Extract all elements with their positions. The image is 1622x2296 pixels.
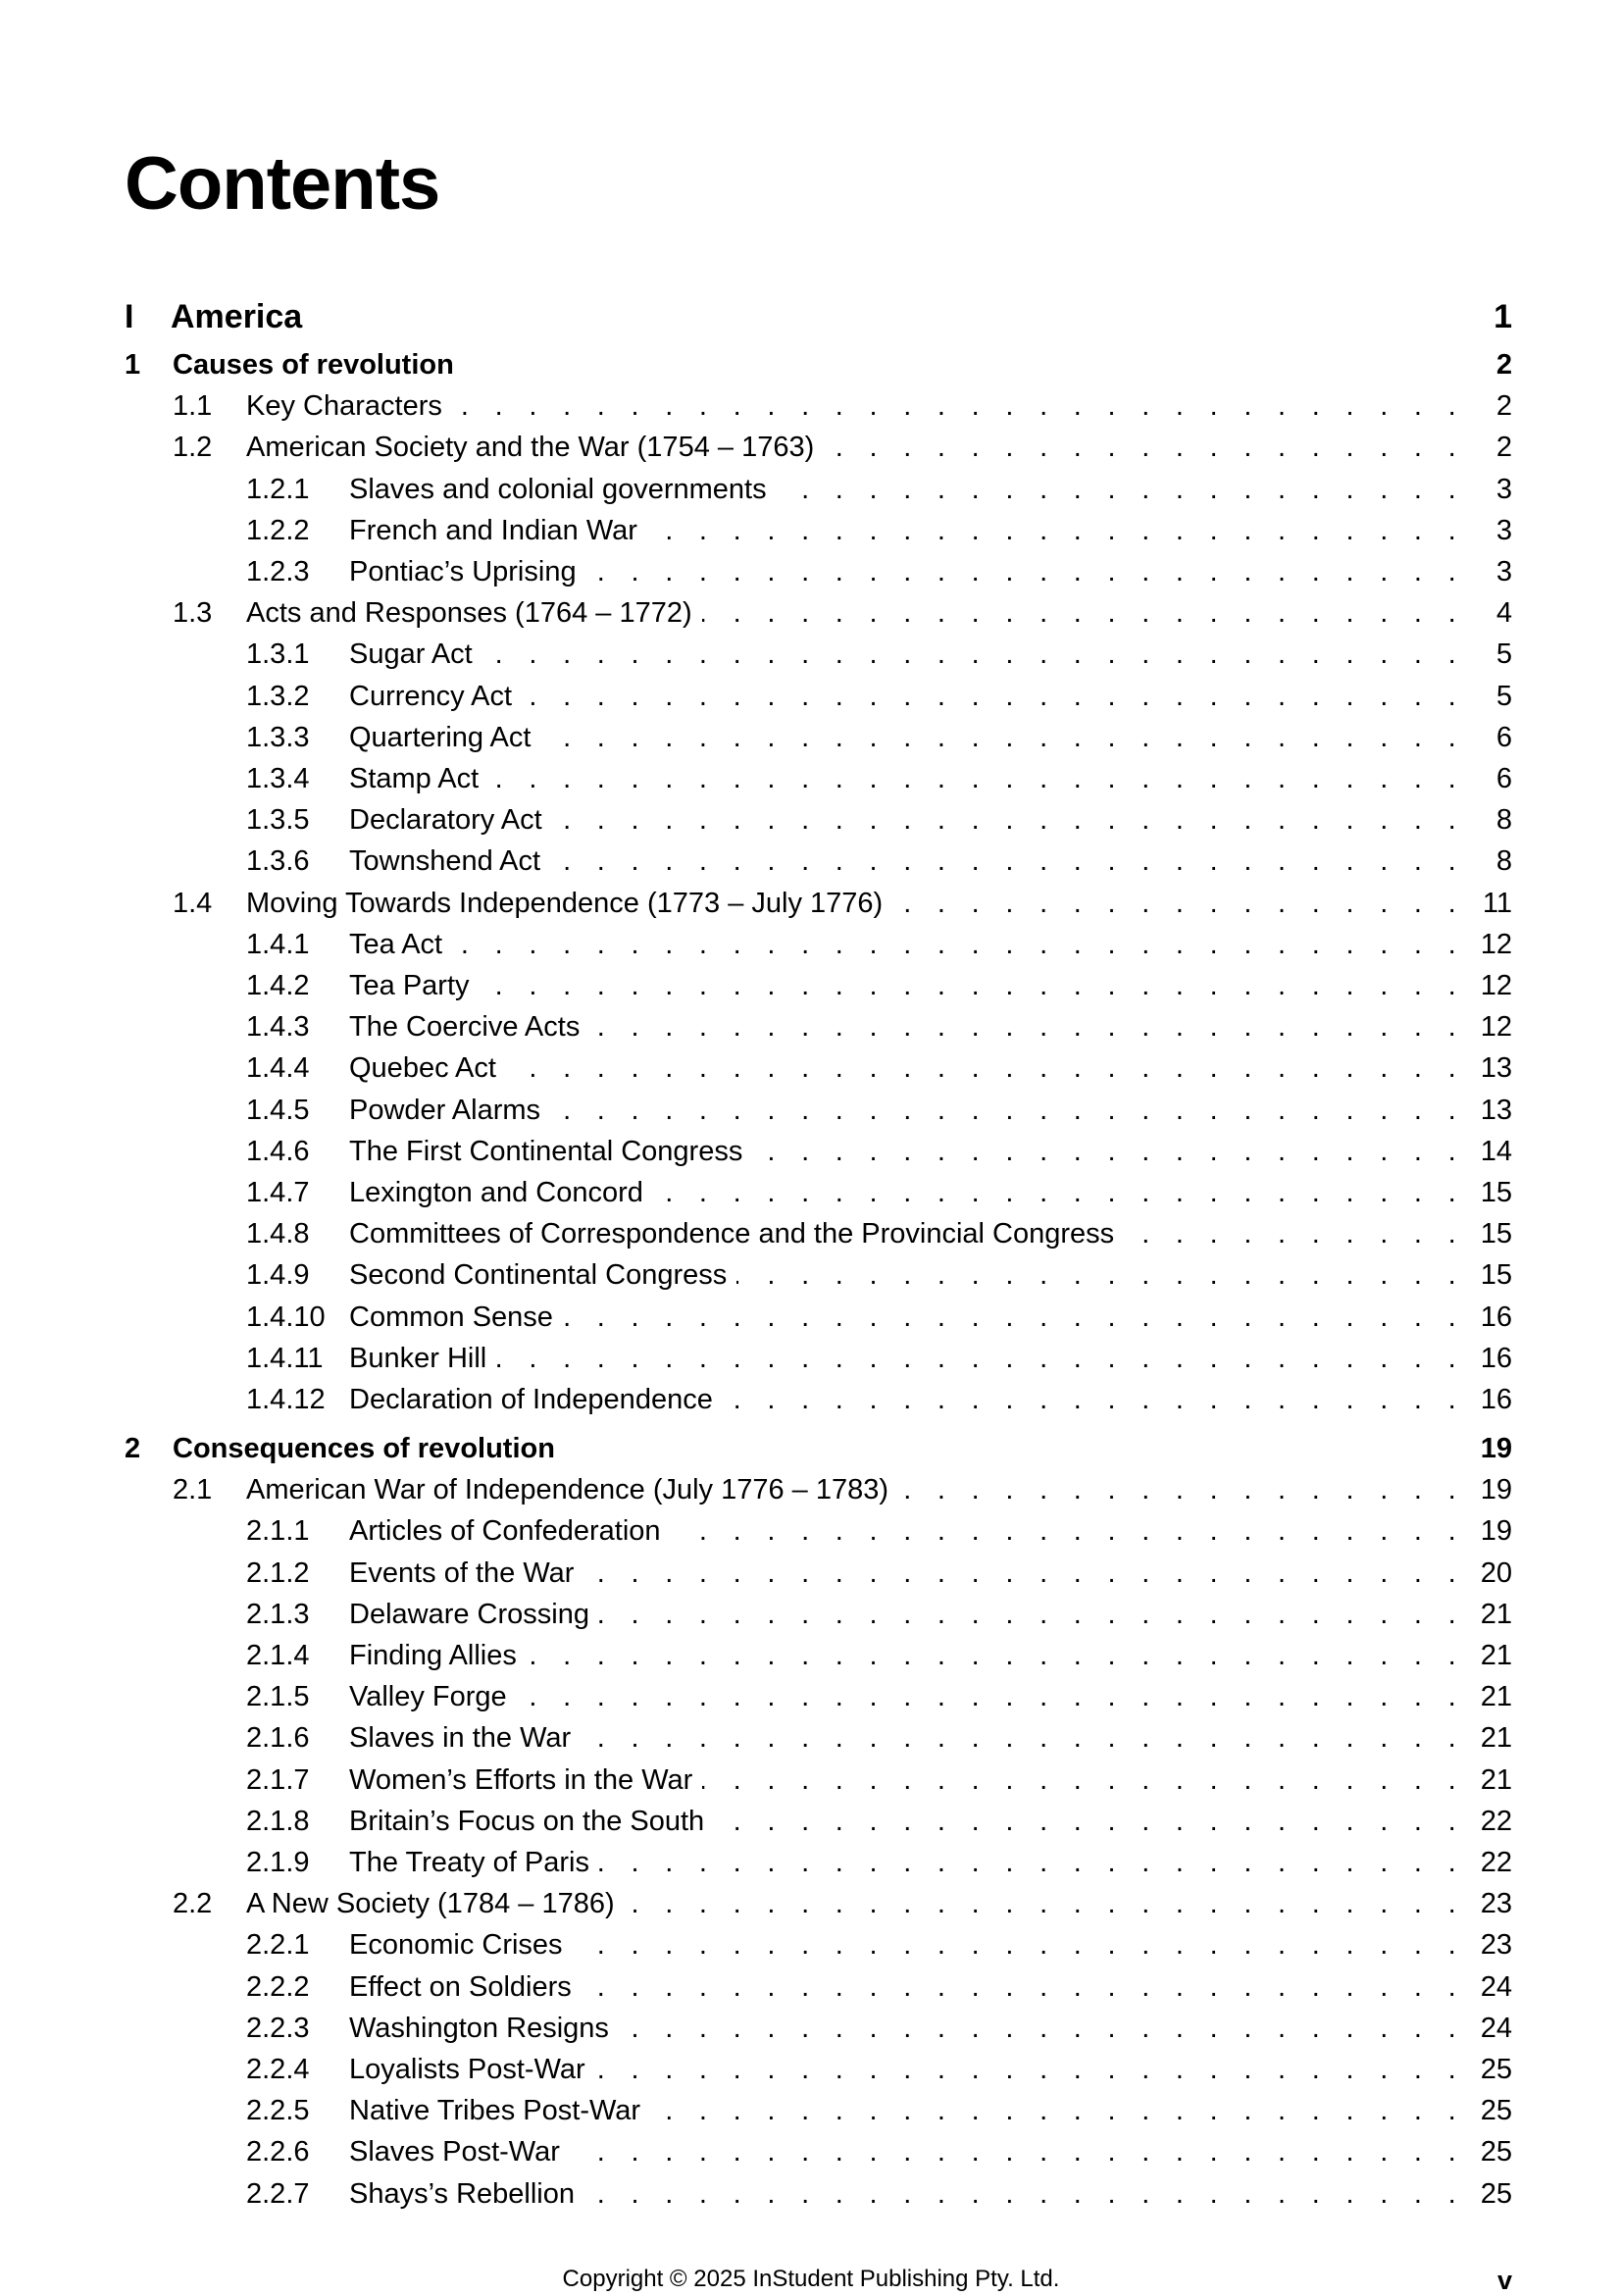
dot-leader <box>723 1384 1465 1416</box>
toc-entry-number: 1.2.3 <box>246 556 310 587</box>
toc-entry[interactable] <box>0 474 1622 513</box>
dot-leader <box>527 1640 1465 1672</box>
dot-leader <box>619 2013 1465 2045</box>
toc-entry-number: 1.4.12 <box>246 1384 326 1415</box>
toc-entry-title: Tea Act <box>349 929 443 960</box>
dot-leader <box>550 1095 1465 1127</box>
toc-entry-page: 11 <box>1482 888 1512 919</box>
toc-entry-number: 1.4.7 <box>246 1177 310 1208</box>
dot-leader <box>583 1557 1465 1590</box>
toc-entry-page: 2 <box>1495 349 1512 381</box>
dot-leader <box>625 1888 1465 1920</box>
toc-entry-number: 1.3.1 <box>246 638 310 670</box>
toc-entry-number: 1.4.2 <box>246 970 310 1001</box>
toc-entry[interactable] <box>0 1433 1622 1472</box>
toc-entry-number: 1.4.1 <box>246 929 310 960</box>
toc-entry-page: 14 <box>1480 1136 1512 1167</box>
toc-entry-title: Key Characters <box>246 390 442 422</box>
toc-entry-title: Effect on Soldiers <box>349 1971 572 2003</box>
dot-leader <box>496 1343 1465 1375</box>
toc-entry-page: 25 <box>1480 2178 1512 2210</box>
toc-entry-page: 16 <box>1480 1343 1512 1374</box>
toc-entry-page: 12 <box>1480 1011 1512 1043</box>
toc-entry-page: 12 <box>1480 929 1512 960</box>
toc-entry[interactable] <box>0 390 1622 430</box>
toc-entry-page: 13 <box>1480 1095 1512 1126</box>
dot-leader <box>671 1515 1465 1548</box>
toc-entry-title: Stamp Act <box>349 763 480 794</box>
toc-entry[interactable] <box>0 1136 1622 1175</box>
toc-entry-number: 1.4 <box>173 888 213 919</box>
dot-leader <box>488 763 1465 795</box>
dot-leader <box>482 638 1465 671</box>
toc-entry-title: Economic Crises <box>349 1929 563 1961</box>
dot-leader <box>777 474 1465 506</box>
toc-entry-title: A New Society (1784 – 1786) <box>246 1888 615 1919</box>
dot-leader <box>599 1599 1465 1631</box>
toc-entry[interactable] <box>0 2013 1622 2052</box>
toc-entry[interactable] <box>0 970 1622 1009</box>
toc-entry-title: Quebec Act <box>349 1052 496 1084</box>
dot-leader <box>452 929 1465 961</box>
toc-entry-title: French and Indian War <box>349 515 637 546</box>
toc-entry-number: 2.2.3 <box>246 2013 310 2044</box>
toc-entry-page: 19 <box>1480 1433 1512 1464</box>
toc-entry-number: 1.3.5 <box>246 804 310 836</box>
toc-entry-page: 19 <box>1480 1515 1512 1547</box>
toc-entry-number: 1.3 <box>173 597 213 629</box>
toc-entry[interactable] <box>0 1929 1622 1968</box>
toc-entry-title: Women’s Efforts in the War <box>349 1764 693 1796</box>
dot-leader <box>595 2054 1465 2086</box>
toc-entry-number: 2.2.1 <box>246 1929 310 1961</box>
toc-entry-title: Sugar Act <box>349 638 473 670</box>
dot-leader <box>581 1722 1465 1755</box>
toc-entry-number: 1.3.6 <box>246 845 310 877</box>
dot-leader <box>570 2136 1465 2168</box>
toc-entry[interactable] <box>0 1888 1622 1927</box>
toc-entry-number: 2.2.4 <box>246 2054 310 2085</box>
toc-entry-page: 23 <box>1480 1888 1512 1919</box>
toc-entry-title: Declaratory Act <box>349 804 542 836</box>
toc-entry[interactable] <box>0 763 1622 802</box>
toc-entry-number: 1.2.1 <box>246 474 310 505</box>
dot-leader <box>824 432 1465 464</box>
toc-entry[interactable] <box>0 1384 1622 1423</box>
toc-entry-page: 2 <box>1495 390 1512 422</box>
dot-leader <box>714 1806 1465 1838</box>
toc-entry[interactable] <box>0 1515 1622 1555</box>
toc-entry[interactable] <box>0 349 1622 388</box>
toc-entry-number: 1.2.2 <box>246 515 310 546</box>
toc-entry-title: Townshend Act <box>349 845 541 877</box>
toc-entry-page: 6 <box>1495 763 1512 794</box>
toc-entry-title: American War of Independence (July 1776 – 1783) <box>246 1474 889 1505</box>
toc-entry-title: Consequences of revolution <box>173 1433 555 1464</box>
toc-entry-number: 2.1.5 <box>246 1681 310 1712</box>
toc-entry-number: 1.4.5 <box>246 1095 310 1126</box>
toc-entry-title: Pontiac’s Uprising <box>349 556 577 587</box>
toc-entry-number: 1.3.2 <box>246 681 310 712</box>
toc-entry-number: 1.2 <box>173 432 213 463</box>
toc-entry-page: 4 <box>1495 597 1512 629</box>
toc-entry-page: 22 <box>1480 1847 1512 1878</box>
toc-entry-number: 2.2.5 <box>246 2095 310 2126</box>
dot-leader <box>650 2095 1465 2127</box>
toc-entry-title: Acts and Responses (1764 – 1772) <box>246 597 692 629</box>
toc-entry-title: Slaves Post-War <box>349 2136 560 2168</box>
toc-entry-number: 2.1.8 <box>246 1806 310 1837</box>
toc-entry-title: Slaves in the War <box>349 1722 572 1754</box>
toc-entry-title: Articles of Confederation <box>349 1515 661 1547</box>
toc-entry-title: America <box>171 298 303 335</box>
toc-entry-title: Causes of revolution <box>173 349 454 381</box>
toc-entry-title: Second Continental Congress <box>349 1259 728 1291</box>
toc-entry-page: 3 <box>1495 556 1512 587</box>
toc-entry[interactable] <box>0 804 1622 843</box>
toc-entry-title: Native Tribes Post-War <box>349 2095 641 2126</box>
toc-entry-number: 2.1.9 <box>246 1847 310 1878</box>
toc-entry[interactable] <box>0 515 1622 554</box>
toc-entry-page: 5 <box>1495 638 1512 670</box>
toc-entry-number: 2.1.4 <box>246 1640 310 1671</box>
toc-entry-title: Delaware Crossing <box>349 1599 589 1630</box>
toc-entry-page: 21 <box>1480 1722 1512 1754</box>
toc-entry-title: Moving Towards Independence (1773 – July 1776) <box>246 888 884 919</box>
dot-leader <box>586 556 1465 588</box>
toc-entry[interactable] <box>0 1177 1622 1216</box>
toc-entry[interactable] <box>0 2095 1622 2134</box>
dot-leader <box>702 1764 1465 1797</box>
toc-entry-title: Quartering Act <box>349 722 532 753</box>
dot-leader <box>452 390 1465 423</box>
toc-entry-number: 2.1.1 <box>246 1515 310 1547</box>
dot-leader <box>1124 1218 1465 1250</box>
dot-leader <box>506 1052 1465 1085</box>
toc-entry-number: 2.1.6 <box>246 1722 310 1754</box>
toc-entry-page: 20 <box>1480 1557 1512 1589</box>
toc-entry[interactable] <box>0 1343 1622 1382</box>
toc-entry[interactable] <box>0 638 1622 678</box>
copyright-notice: Copyright © 2025 InStudent Publishing Pty. Ltd. <box>562 2266 1060 2292</box>
toc-entry-title: Shays’s Rebellion <box>349 2178 575 2210</box>
toc-entry-title: Loyalists Post-War <box>349 2054 585 2085</box>
dot-leader <box>752 1136 1465 1168</box>
toc-entry[interactable] <box>0 1011 1622 1050</box>
toc-entry[interactable] <box>0 597 1622 637</box>
toc-entry[interactable] <box>0 1301 1622 1341</box>
toc-entry-page: 13 <box>1480 1052 1512 1084</box>
dot-leader <box>573 1929 1465 1962</box>
toc-entry[interactable] <box>0 1259 1622 1299</box>
toc-entry-title: Common Sense <box>349 1301 553 1333</box>
dot-leader <box>522 681 1465 713</box>
toc-entry-page: 22 <box>1480 1806 1512 1837</box>
toc-entry[interactable] <box>0 2136 1622 2175</box>
toc-entry-title: Events of the War <box>349 1557 575 1589</box>
toc-entry[interactable] <box>0 1052 1622 1092</box>
toc-entry-number: 2.2.2 <box>246 1971 310 2003</box>
toc-entry-title: Valley Forge <box>349 1681 507 1712</box>
toc-entry-title: Powder Alarms <box>349 1095 541 1126</box>
dot-leader <box>599 1847 1465 1879</box>
dot-leader <box>552 804 1465 837</box>
toc-entry[interactable] <box>0 2054 1622 2093</box>
toc-entry-title: Bunker Hill <box>349 1343 487 1374</box>
toc-entry-title: Britain’s Focus on the South <box>349 1806 705 1837</box>
toc-entry-title: American Society and the War (1754 – 1763) <box>246 432 815 463</box>
toc-entry[interactable] <box>0 1847 1622 1886</box>
toc-entry[interactable] <box>0 1557 1622 1597</box>
toc-entry-page: 2 <box>1495 432 1512 463</box>
toc-entry-title: The First Continental Congress <box>349 1136 743 1167</box>
toc-entry-number: 2.2.7 <box>246 2178 310 2210</box>
toc-entry-page: 15 <box>1480 1259 1512 1291</box>
toc-entry[interactable] <box>0 556 1622 595</box>
toc-entry-page: 3 <box>1495 474 1512 505</box>
toc-entry-title: Declaration of Independence <box>349 1384 713 1415</box>
toc-entry-title: Lexington and Concord <box>349 1177 643 1208</box>
toc-entry-title: Washington Resigns <box>349 2013 609 2044</box>
toc-entry[interactable] <box>0 929 1622 968</box>
toc-entry-page: 21 <box>1480 1681 1512 1712</box>
toc-entry[interactable] <box>0 1095 1622 1134</box>
toc-entry-title: The Treaty of Paris <box>349 1847 589 1878</box>
toc-entry-title: The Coercive Acts <box>349 1011 581 1043</box>
toc-entry-page: 16 <box>1480 1301 1512 1333</box>
toc-entry-title: Currency Act <box>349 681 512 712</box>
dot-leader <box>653 1177 1465 1209</box>
toc-entry-page: 3 <box>1495 515 1512 546</box>
toc-entry[interactable] <box>0 1681 1622 1720</box>
toc-entry-page: 25 <box>1480 2054 1512 2085</box>
dot-leader <box>480 970 1465 1002</box>
toc-entry-number: 1.4.8 <box>246 1218 310 1250</box>
dot-leader <box>647 515 1465 547</box>
toc-entry[interactable] <box>0 1218 1622 1257</box>
toc-entry[interactable] <box>0 298 1622 337</box>
toc-entry[interactable] <box>0 432 1622 471</box>
toc-entry-title: Tea Party <box>349 970 470 1001</box>
toc-entry-title: Finding Allies <box>349 1640 517 1671</box>
toc-entry-number: 2.2.6 <box>246 2136 310 2168</box>
toc-entry-title: Committees of Correspondence and the Provincial Congress <box>349 1218 1115 1250</box>
dot-leader <box>550 845 1465 878</box>
toc-entry-number: 1.3.3 <box>246 722 310 753</box>
toc-entry-number: 2.1.7 <box>246 1764 310 1796</box>
toc-entry-page: 15 <box>1480 1218 1512 1250</box>
toc-entry-page: 25 <box>1480 2095 1512 2126</box>
toc-entry-page: 24 <box>1480 2013 1512 2044</box>
toc-entry-number: 2.1.2 <box>246 1557 310 1589</box>
toc-entry-page: 21 <box>1480 1764 1512 1796</box>
dot-leader <box>540 722 1465 754</box>
toc-entry[interactable] <box>0 1640 1622 1679</box>
toc-entry[interactable] <box>0 1599 1622 1638</box>
toc-entry-number: 1.4.4 <box>246 1052 310 1084</box>
toc-entry-page: 24 <box>1480 1971 1512 2003</box>
dot-leader <box>892 888 1465 920</box>
dot-leader <box>736 1259 1465 1292</box>
toc-entry-page: 15 <box>1480 1177 1512 1208</box>
toc-entry-page: 8 <box>1495 845 1512 877</box>
dot-leader <box>563 1301 1465 1334</box>
toc-entry-page: 21 <box>1480 1640 1512 1671</box>
toc-entry-number: 1.4.11 <box>246 1343 324 1374</box>
toc-entry[interactable] <box>0 1971 1622 2011</box>
toc-entry[interactable] <box>0 2178 1622 2218</box>
toc-entry-page: 25 <box>1480 2136 1512 2168</box>
toc-entry-number: 2.1 <box>173 1474 213 1505</box>
toc-entry-number: 2 <box>125 1433 141 1464</box>
toc-entry-page: 1 <box>1494 298 1512 335</box>
dot-leader <box>584 2178 1465 2211</box>
toc-entry[interactable] <box>0 845 1622 885</box>
toc-entry-number: 2.1.3 <box>246 1599 310 1630</box>
dot-leader <box>898 1474 1465 1506</box>
page-title: Contents <box>125 142 440 226</box>
dot-leader <box>517 1681 1465 1713</box>
toc-entry-number: 1.3.4 <box>246 763 310 794</box>
toc-entry-number: 1.4.9 <box>246 1259 310 1291</box>
toc-entry-number: 1.4.3 <box>246 1011 310 1043</box>
toc-entry-number: 1.1 <box>173 390 213 422</box>
toc-entry-page: 16 <box>1480 1384 1512 1415</box>
toc-entry[interactable] <box>0 1722 1622 1761</box>
toc-entry[interactable] <box>0 1806 1622 1845</box>
page-number: v <box>1496 2266 1512 2295</box>
toc-entry[interactable] <box>0 681 1622 720</box>
toc-entry-number: 1 <box>125 349 141 381</box>
toc-entry-page: 23 <box>1480 1929 1512 1961</box>
toc-entry-number: 1.4.6 <box>246 1136 310 1167</box>
toc-entry-page: 19 <box>1480 1474 1512 1505</box>
toc-entry-number: 2.2 <box>173 1888 213 1919</box>
toc-entry-page: 8 <box>1495 804 1512 836</box>
toc-entry[interactable] <box>0 1764 1622 1804</box>
toc-entry-page: 12 <box>1480 970 1512 1001</box>
toc-entry-title: Slaves and colonial governments <box>349 474 767 505</box>
toc-entry-number: I <box>125 298 134 335</box>
toc-entry-number: 1.4.10 <box>246 1301 326 1333</box>
toc-entry[interactable] <box>0 1474 1622 1513</box>
dot-leader <box>589 1011 1465 1044</box>
toc-entry-page: 6 <box>1495 722 1512 753</box>
toc-entry[interactable] <box>0 722 1622 761</box>
toc-entry-page: 5 <box>1495 681 1512 712</box>
dot-leader <box>582 1971 1465 2004</box>
dot-leader <box>702 597 1465 630</box>
toc-entry-page: 21 <box>1480 1599 1512 1630</box>
toc-entry[interactable] <box>0 888 1622 927</box>
